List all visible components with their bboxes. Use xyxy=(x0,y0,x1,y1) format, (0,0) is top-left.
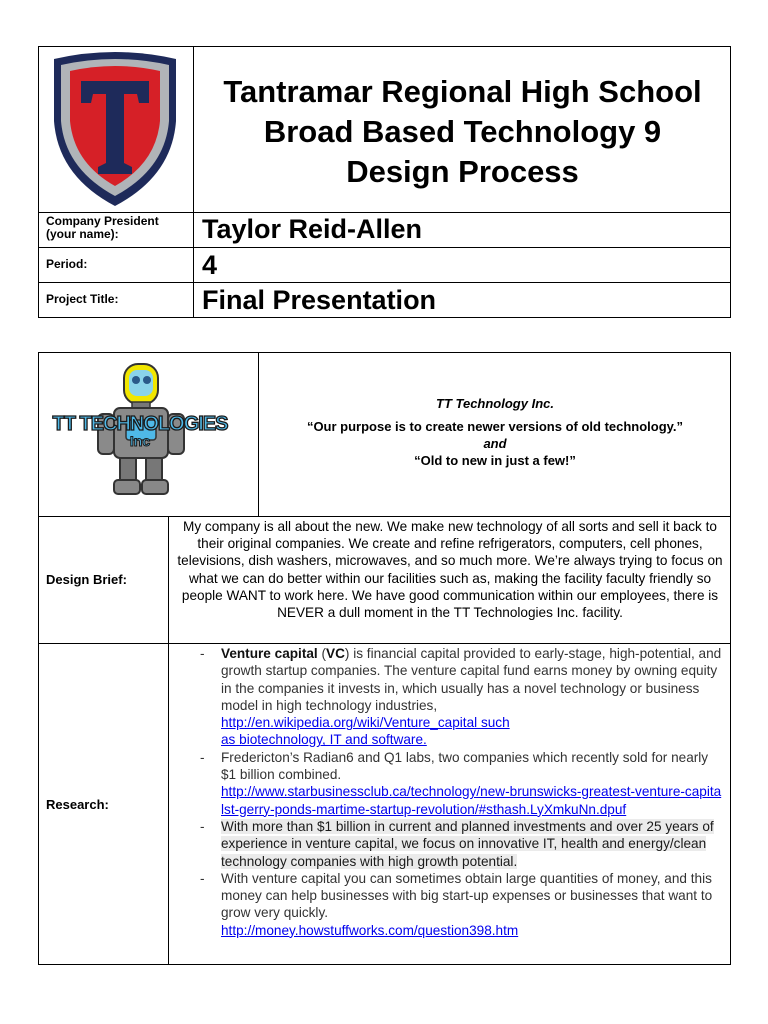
logo-text-top: TT TECHNOLOGIES xyxy=(52,413,228,435)
research-item-4: - With venture capital you can sometimes obtain large quantities of money, and this money can help businesses with big start-up expenses or businesses that want to grow very quickly. http://money.howstuffworks.com/question398.htm xyxy=(200,870,722,939)
slogan-and: and xyxy=(483,436,507,451)
period-label: Period: xyxy=(46,257,88,271)
research-item-3: - With more than $1 billion in current and planned investments and over 25 years of experience in venture capital, we focus on innovative IT, health and energy/clean technology companies with high growth potential. xyxy=(200,818,714,869)
research-item-2: - Fredericton’s Radian6 and Q1 labs, two companies which recently sold for nearly $1 billion combined. http://www.starbusinessclub.ca/technology/new-brunswicks-greatest-venture-capitalst-gerry-ponds-martime-startup-revolution/#sthash.LyXmkuNn.dpuf xyxy=(200,749,722,817)
wikipedia-link[interactable]: http://en.wikipedia.org/wiki/Venture_capital such xyxy=(221,715,510,731)
design-brief-label: Design Brief: xyxy=(46,572,127,587)
page-title xyxy=(195,72,730,192)
project-title-label: Project Title: xyxy=(46,292,119,306)
title-line-2: Broad Based Technology 9 xyxy=(263,114,662,149)
logo-text-bottom: Inc xyxy=(129,433,151,449)
company-robot-logo xyxy=(52,358,244,508)
title-line-1: Tantramar Regional High School xyxy=(223,74,702,109)
howstuffworks-link[interactable]: http://money.howstuffworks.com/question398.htm xyxy=(221,922,519,938)
research-list xyxy=(200,645,722,939)
project-title-value: Final Presentation xyxy=(202,285,437,315)
company-name: TT Technology Inc. xyxy=(436,396,554,411)
design-brief-text: My company is all about the new. We make new technology of all sorts and sell it back to their original companies. We create and refine refrigerators, computers, cell phones, televisions, dish washers, microwaves, and so much more. We’re always trying to focus on what we can do better within our facilities such as, making the facility faculty friendly so people WANT to work here. We have good communication within our employees, there is NEVER a dull moment in the TT Technologies Inc. facility. xyxy=(177,519,723,621)
period-value: 4 xyxy=(202,250,218,280)
title-line-3: Design Process xyxy=(346,154,579,189)
wikipedia-link-cont[interactable]: as biotechnology, IT and software. xyxy=(221,732,427,748)
starbusinessclub-link[interactable]: http://www.starbusinessclub.ca/technology/new-brunswicks-greatest-venture-capitalst-gerry-ponds-martime-startup-revolution/#sthash.LyXmkuNn.dpuf xyxy=(221,784,722,817)
research-item-1: - Venture capital (VC) is financial capital provided to early-stage, high-potential, and growth startup companies. The venture capital fund earns money by owning equity in the companies it invests in, which usually has a novel technology or business model in high technology industries, http://en.wikipedia.org/wiki/Venture_capital such as biotechnology, IT and software. xyxy=(200,646,722,748)
company-info xyxy=(260,395,730,469)
school-shield-logo xyxy=(50,51,180,209)
president-label: Company President (your name): xyxy=(46,214,159,241)
research-label: Research: xyxy=(46,797,109,812)
slogan-2: “Old to new in just a few!” xyxy=(414,453,576,468)
slogan-1: “Our purpose is to create newer versions of old technology.” xyxy=(306,419,684,434)
president-name: Taylor Reid-Allen xyxy=(202,214,423,244)
